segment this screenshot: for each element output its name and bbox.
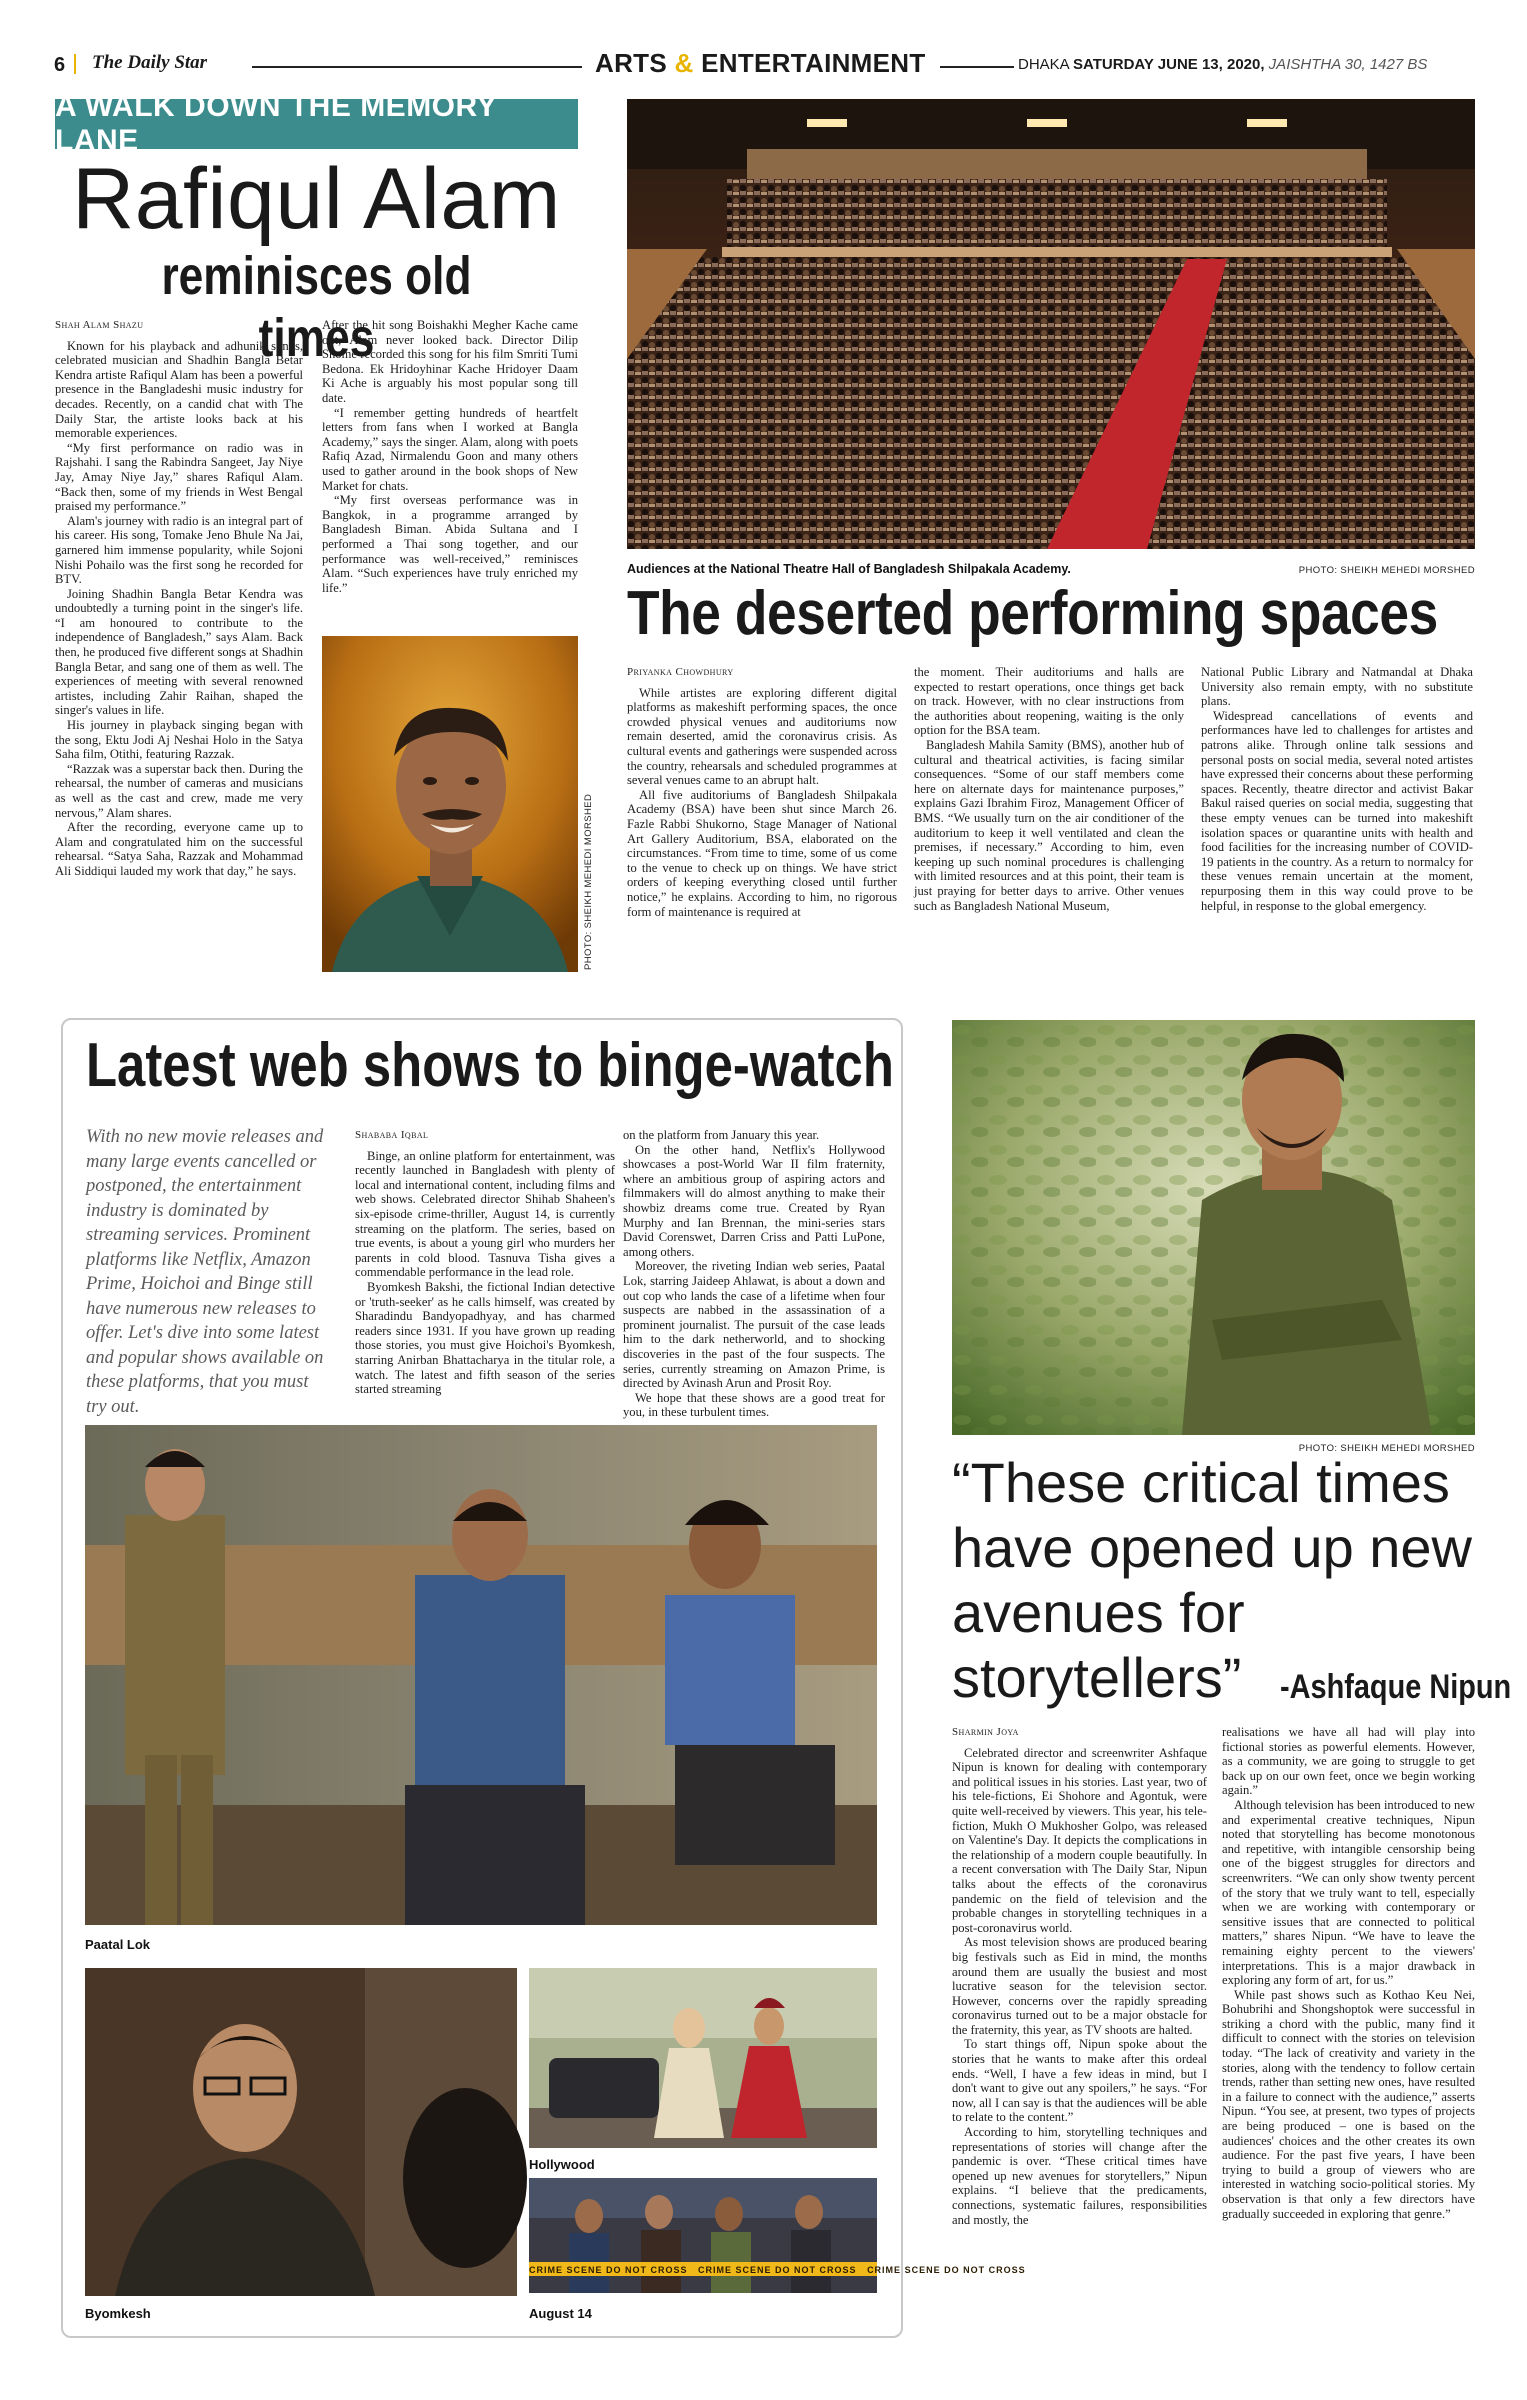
section-title-entertainment: ENTERTAINMENT [701,48,926,78]
section-title-amp: & [674,48,694,78]
paragraph: National Public Library and Natmandal at Dhaka University also remain empty, with no substitute plans. [1201,665,1473,709]
auditorium-caption: Audiences at the National Theatre Hall of Bangladesh Shilpakala Academy. [627,562,1071,576]
deserted-col-3 [1201,665,1473,980]
rafiqul-headline: Rafiqul Alam [72,151,561,247]
hollywood-photo [529,1968,877,2148]
rafiqul-col-1 [55,318,303,978]
paragraph: Joining Shadhin Bangla Betar Kendra was undoubtedly a turning point in the singer's life. “I am honoured to contribute to the independence of Bangladesh,” says Alam. Back then, he produced five different songs at Shadhin Bangla Betar, and sang one of them as well. The experiences of meeting with several renowned artistes, including Zahir Raihan, shaped the singer's values in life. [55,586,303,718]
byomkesh-photo [85,1968,517,2296]
nipun-byline: Sharmin Joya [952,1726,1019,1738]
paragraph: Bangladesh Mahila Samity (BMS), another hub of cultural and theatrical activities, is facing similar consequences. “Some of our staff members come here on alternate days for maintenance purposes,” explains Gazi Ibrahim Firoz, Management Officer of BMS. “We usually turn on the air conditioner of the auditorium to keep it well ventilated and clean the premises, if necessary.” According to him, even keeping up such nominal procedures is challenging with limited resources and at this point, their team is just praying for better days to arrive. Other venues such as Bangladesh National Museum, [914,737,1184,913]
rafiqul-byline: Shah Alam Shazu [55,319,144,331]
paragraph: Byomkesh Bakshi, the fictional Indian detective or 'truth-seeker' as he calls himself, was created by Sharadindu Bandyopadhyay, and has charmed readers since 1931. If you have grown up reading those stories, you must give Hoichoi's Byomkesh, starring Anirban Bhattacharya in the titular role, a watch. The latest and fifth season of the series started streaming [355,1279,615,1397]
paragraph: “Razzak was a superstar back then. During the rehearsal, the number of cameras and musicians as well as the cast and crew, made me very nervous,” Alam shares. [55,761,303,820]
hollywood-caption: Hollywood [529,2157,595,2172]
section-title-arts: ARTS [595,48,667,78]
paragraph: on the platform from January this year. [623,1128,820,1142]
paragraph: While artistes are exploring different digital platforms as makeshift performing spaces, the once crowded physical venues and auditoriums now remain deserted, amid the coronavirus crisis. As cultural events and gatherings were suspended across the country, rehearsals and scheduled programmes at several venues came to an abrupt halt. [627,685,897,788]
quote-attribution: -Ashfaque Nipun [1280,1668,1512,1706]
header-rule-right [940,66,1014,68]
paragraph: realisations we have all had will play into fictional stories as powerful elements. However, as a community, we are going to struggle to get back up on our own feet, once we begin working again.” [1222,1725,1475,1798]
paragraph: On the other hand, Netflix's Hollywood showcases a post-World War II film fraternity, where an ambitious group of aspiring actors and filmmakers will do almost anything to make their showbiz dreams come true. Created by Ryan Murphy and Ian Brennan, the mini-series stars David Corenswet, Darren Criss and Patti LuPone, among others. [623,1142,885,1259]
webshows-byline: Shababa Iqbal [355,1129,429,1141]
webshows-headline: Latest web shows to binge-watch [86,1031,894,1100]
hollywood-illustration [529,1968,877,2148]
paragraph: Celebrated director and screenwriter Ashfaque Nipun is known for dealing with contemporary and political issues in his stories. Last year, two of his tele-fictions, Ei Shohore and Agontuk, were quite well-received by viewers. This year, his tele-fiction, Mukh O Mukhosher Golpo, was released on Valentine's Day. It depicts the complications in the relationship of a modern couple beautifully. In a recent conversation with The Daily Star, Nipun talks about the effects of the coronavirus pandemic on the field of television and the probable changes in storytelling techniques in a post-coronavirus world. [952,1745,1207,1935]
deserted-headline: The deserted performing spaces [627,579,1438,648]
dateline [1018,56,1427,73]
paragraph: “My first performance on radio was in Rajshahi. I sang the Rabindra Sangeet, Jay Niye Jay, Amay Niye Jay,” shares Rafiqul Alam. “Back then, some of my friends in West Bengal praised my performance.” [55,440,303,514]
auditorium-photo [627,99,1475,549]
deserted-byline: Priyanka Chowdhury [627,666,734,678]
deserted-col-1 [627,665,897,980]
paragraph: Moreover, the riveting Indian web series, Paatal Lok, starring Jaideep Ahlawat, is about a down and out cop who lands the case of a lifetime when four suspects are nabbed in the assassination of a prominent journalist. The pursuit of the case leads him to the dark netherworld, and to shocking discoveries in the past of the four suspects. The series, currently streaming on Amazon Prime, is directed by Avinash Arun and Prosit Roy. [623,1259,885,1391]
paragraph: Although television has been introduced to new and experimental creative techniques, Nipun noted that storytelling has become monotonous and repetitive, with intangible censorship being one of the biggest struggles for directors and screenwriters. “We can only show twenty percent of the story that we truly want to tell, especially when we are working with contemporary or sensitive issues that are connected to political matters,” shares Nipun. “We have to leave the remaining eighty percent to the viewers' interpretations. This is a major drawback in exploring any form of art, for us.” [1222,1797,1475,1988]
portrait-illustration [322,636,578,972]
paatal-lok-caption: Paatal Lok [85,1937,151,1952]
rafiqul-photo-credit: PHOTO: SHEIKH MEHEDI MORSHED [583,793,594,970]
paragraph: All five auditoriums of Bangladesh Shilpakala Academy (BSA) have been shut since March 26. Fazle Rabbi Shukorno, Stage Manager of National Art Gallery Auditorium, BSA, elaborated on the circumstances. “From time to time, some of us come to the venue to check up on things. We have strict orders of keeping everything closed until further notice,” he explains. According to him, no rigorous form of maintenance is required at [627,787,897,919]
paragraph: After the hit song Boishakhi Megher Kache came out, Alam never looked back. Director Dilip Shome recorded this song for his film Smriti Tumi Bedona. Ek Hridoyhinar Kache Hridoyer Daam Ki Ache is arguably his most popular song till date. [322,318,578,405]
page-number-divider [74,54,76,74]
rafiqul-subhead: reminisces old times [161,246,472,368]
section-title [595,48,926,79]
auditorium-photo-credit: PHOTO: SHEIKH MEHEDI MORSHED [1298,565,1475,576]
kicker-banner: A WALK DOWN THE MEMORY LANE [55,99,578,149]
paragraph: Known for his playback and adhunik songs, celebrated musician and Shadhin Bangla Betar Kendra artiste Rafiqul Alam has been a powerful presence in the Bangladeshi music industry for decades. Recently, on a candid chat with The Daily Star, the artiste looks back at his memorable experiences. [55,338,303,441]
paragraph: “My first overseas performance was in Bangkok, in a programme arranged by Bangladesh Biman. Abida Sultana and I performed a Thai song together, and our performance was well-received,” reminisces Alam. “Such experiences have truly enriched my life.” [322,493,578,595]
paragraph: His journey in playback singing began with the song, Ektu Jodi Aj Neshai Holo in the Satya Saha film, Otithi, featuring Razzak. [55,718,303,762]
rafiqul-portrait [322,636,578,972]
paragraph: Alam's journey with radio is an integral part of his career. His song, Tomake Jeno Bhule Na Jai, garnered him immense popularity, while Sojoni Nishi Pohailo was the first song he recorded for BTV. [55,513,303,587]
rafiqul-col-2 [322,318,578,630]
nipun-col-1 [952,1725,1207,2360]
paragraph: While past shows such as Kothao Keu Nei, Bohubrihi and Shongshoptok were successful in striking a chord with the public, many find it difficult to connect with the stories on television today. “The lack of creativity and variety in the stories, along with the tendency to follow certain trends, rather than setting new ones, have resulted in a failure to connect with the audience,” asserts Nipun. “You see, at present, two types of projects are being produced – one is based on the audiences' choices and the other creates its own audience. For the past five years, I have been trying to build a group of viewers who are interested in watching socio-political stories. My observation is that only a few directors have gradually succeeded in exploring that genre.” [1222,1987,1475,2221]
dateline-bangla: JAISHTHA 30, 1427 BS [1264,56,1428,73]
pull-quote: “These critical times have opened up new avenues for storytellers” [952,1451,1472,1709]
dateline-city: DHAKA [1018,56,1074,73]
masthead-logo: The Daily Star [92,52,208,73]
header-rule-left [252,66,582,68]
dateline-date: SATURDAY JUNE 13, 2020, [1073,56,1265,73]
nipun-col-2 [1222,1725,1475,2360]
byomkesh-caption: Byomkesh [85,2306,151,2321]
tape-text: CRIME SCENE DO NOT CROSS [867,2265,1026,2275]
paatal-lok-illustration [85,1425,877,1925]
paragraph: According to him, storytelling techniques and representations of stories will change after the pandemic is over. “These critical times have opened up new avenues for storytellers,” Nipun explains. “I believe that the predicaments, connections, systematic failures, responsibilities and mostly, the [952,2125,1207,2227]
paragraph: Binge, an online platform for entertainment, was recently launched in Bangladesh with plenty of local and international content, including films and web shows. Celebrated director Shihab Shaheen's six-episode crime-thriller, August 14, is currently streaming on the platform. The series, based on true events, is about a young girl who murders her parents in cold blood. Tasnuva Tisha gives a commendable performance in the lead role. [355,1148,615,1280]
page-number: 6 [54,54,66,76]
nipun-illustration [952,1020,1475,1435]
paragraph: the moment. Their auditoriums and halls are expected to restart operations, once things get back on track. However, with no clear instructions from the authorities about reopening, waiting is the only option for the BSA team. [914,665,1184,738]
crime-scene-tape [529,2263,1026,2277]
paragraph: After the recording, everyone came up to Alam and congratulated him on the successful rehearsal. “Satya Saha, Razzak and Mohammad Ali Siddiqui lauded my work that day,” he says. [55,820,303,878]
paragraph: “I remember getting hundreds of heartfelt letters from fans when I worked at Bangla Academy,” says the singer. Alam, along with poets Rafiq Azad, Nirmalendu Goon and many others used to gather around in the book shops of New Market for chats. [322,405,578,493]
auditorium-illustration [627,99,1475,549]
paragraph: As most television shows are produced bearing big festivals such as Eid in mind, the months around them are usually the busiest and most lucrative season for the television sector. However, concerns over the rapidly spreading coronavirus turned out to be a major obstacle for the fraternity, this year, as TV shoots are halted. [952,1935,1207,2037]
nipun-photo-credit: PHOTO: SHEIKH MEHEDI MORSHED [1298,1443,1475,1454]
webshows-intro: With no new movie releases and many large events cancelled or postponed, the entertainment industry is dominated by streaming services. Prominent platforms like Netflix, Amazon Prime, Hoichoi and Binge still have numerous new releases to offer. Let's dive into some latest and popular shows available on these platforms, that you must try out. [86,1127,324,1417]
paatal-lok-photo [85,1425,877,1925]
august14-caption: August 14 [529,2306,592,2321]
paragraph: We hope that these shows are a good treat for you, in these turbulent times. [623,1390,885,1420]
byomkesh-illustration [85,1968,517,2296]
nipun-portrait [952,1020,1475,1435]
tape-text: CRIME SCENE DO NOT CROSS [529,2265,688,2275]
paragraph: To start things off, Nipun spoke about the stories that he wants to make after this ordeal ends. “Well, I have a few ideas in mind, but I don't want to give out any spoilers,” he says. “For now, all I can say is that the audiences will be able to relate to the content.” [952,2037,1207,2125]
deserted-col-2 [914,665,1184,980]
paragraph: Widespread cancellations of events and performances have led to challenges for artistes and patrons alike. Through online talk sessions and personal posts on social media, several noted artistes have expressed their concerns about these performing spaces. Recently, theatre director and activist Bakar Bakul raised queries on social media, suggesting that these empty venues can be turned into makeshift isolation spaces or quarantine units with health and food facilities for the increasing number of COVID-19 patients in the country. As a return to normalcy for these venues remain uncertain at the moment, repurposing them in this way could prove to be helpful, in response to the global emergency. [1201,708,1473,913]
tape-text: CRIME SCENE DO NOT CROSS [698,2265,857,2275]
